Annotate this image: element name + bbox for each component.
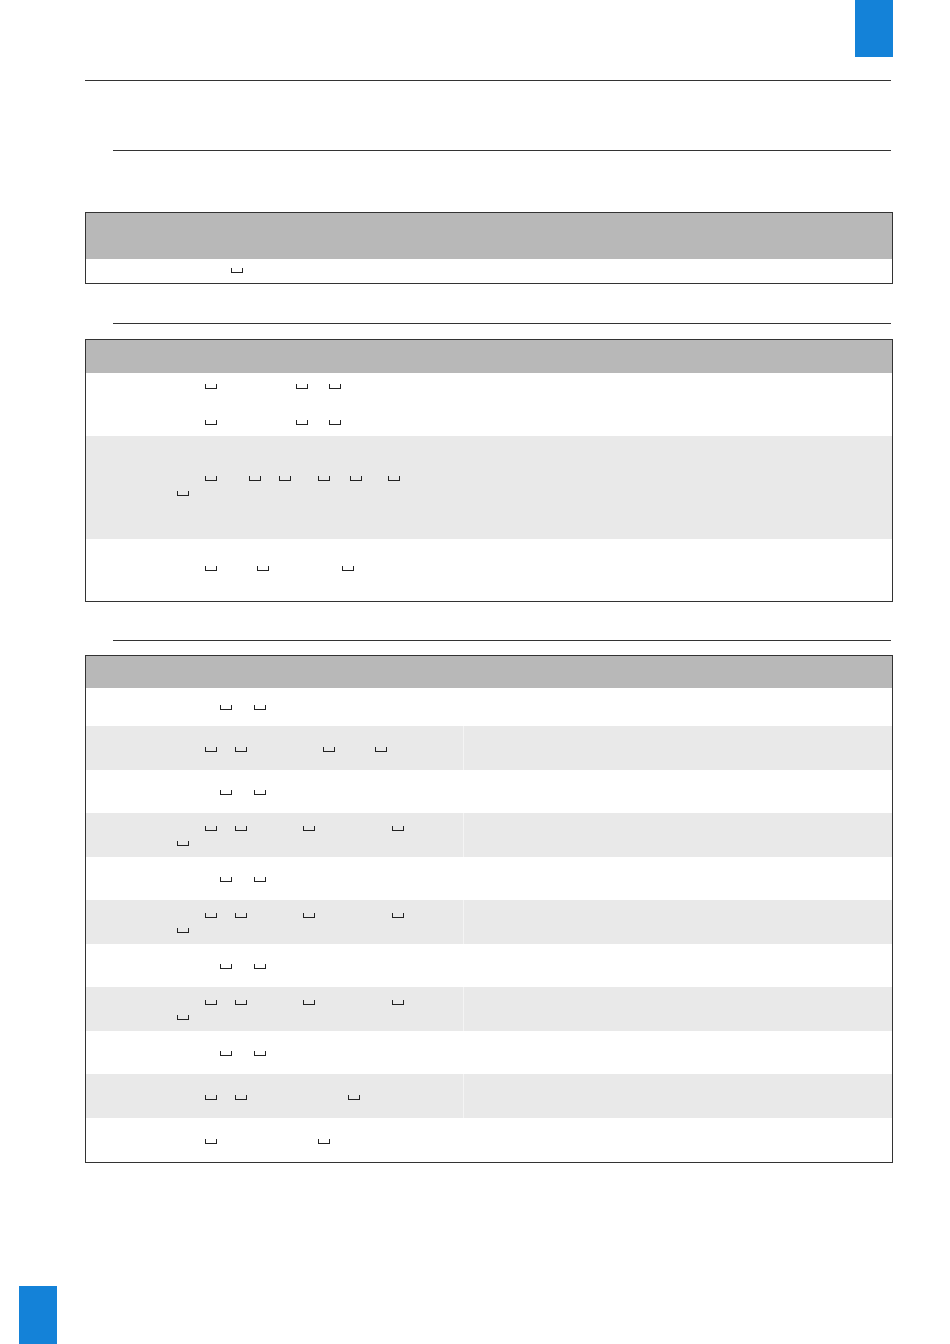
open-box-icon — [235, 747, 247, 752]
open-box-icon — [303, 826, 315, 831]
table-header — [86, 340, 892, 373]
open-box-icon — [392, 1000, 404, 1005]
open-box-icon — [205, 384, 217, 389]
open-box-icon — [249, 476, 261, 481]
table-header — [86, 656, 892, 688]
open-box-icon — [279, 476, 291, 481]
table-row — [86, 726, 892, 770]
open-box-icon — [257, 566, 269, 571]
open-box-icon — [235, 826, 247, 831]
open-box-icon — [375, 747, 387, 752]
open-box-icon — [254, 705, 266, 710]
section-rule-2 — [113, 323, 891, 324]
open-box-icon — [177, 491, 189, 496]
open-box-icon — [177, 1015, 189, 1020]
open-box-icon — [177, 928, 189, 933]
open-box-icon — [254, 877, 266, 882]
open-box-icon — [205, 1000, 217, 1005]
open-box-icon — [350, 476, 362, 481]
open-box-icon — [348, 1095, 360, 1100]
section-tab-bottom — [19, 1286, 57, 1344]
open-box-icon — [342, 566, 354, 571]
table-row — [86, 436, 892, 539]
table-1 — [85, 212, 893, 284]
open-box-icon — [329, 420, 341, 425]
open-box-icon — [254, 964, 266, 969]
open-box-icon — [220, 964, 232, 969]
open-box-icon — [205, 826, 217, 831]
section-tab-top — [855, 0, 893, 57]
open-box-icon — [205, 1139, 217, 1144]
open-box-icon — [205, 747, 217, 752]
open-box-icon — [235, 1000, 247, 1005]
table-row — [86, 987, 892, 1031]
open-box-icon — [303, 913, 315, 918]
header-rule — [85, 80, 891, 81]
open-box-icon — [205, 476, 217, 481]
table-row — [86, 373, 892, 436]
open-box-icon — [220, 877, 232, 882]
table-row — [86, 688, 892, 726]
open-box-icon — [231, 268, 243, 273]
open-box-icon — [177, 841, 189, 846]
table-row — [86, 259, 892, 283]
open-box-icon — [323, 747, 335, 752]
open-box-icon — [205, 420, 217, 425]
open-box-icon — [318, 476, 330, 481]
open-box-icon — [303, 1000, 315, 1005]
table-row — [86, 539, 892, 601]
open-box-icon — [220, 705, 232, 710]
section-rule-1 — [113, 150, 891, 151]
open-box-icon — [205, 1095, 217, 1100]
open-box-icon — [254, 790, 266, 795]
table-row — [86, 1118, 892, 1162]
open-box-icon — [296, 420, 308, 425]
table-row — [86, 770, 892, 813]
section-rule-3 — [113, 640, 891, 641]
open-box-icon — [254, 1051, 266, 1056]
open-box-icon — [296, 384, 308, 389]
table-row — [86, 944, 892, 987]
open-box-icon — [392, 913, 404, 918]
open-box-icon — [220, 790, 232, 795]
open-box-icon — [329, 384, 341, 389]
open-box-icon — [235, 913, 247, 918]
open-box-icon — [388, 476, 400, 481]
open-box-icon — [318, 1139, 330, 1144]
open-box-icon — [205, 566, 217, 571]
open-box-icon — [205, 913, 217, 918]
open-box-icon — [235, 1095, 247, 1100]
open-box-icon — [392, 826, 404, 831]
table-row — [86, 857, 892, 900]
table-3 — [85, 655, 893, 1163]
table-row — [86, 900, 892, 944]
table-row — [86, 1031, 892, 1074]
open-box-icon — [220, 1051, 232, 1056]
table-row — [86, 1074, 892, 1118]
table-header — [86, 213, 892, 259]
table-2 — [85, 339, 893, 602]
table-row — [86, 813, 892, 857]
